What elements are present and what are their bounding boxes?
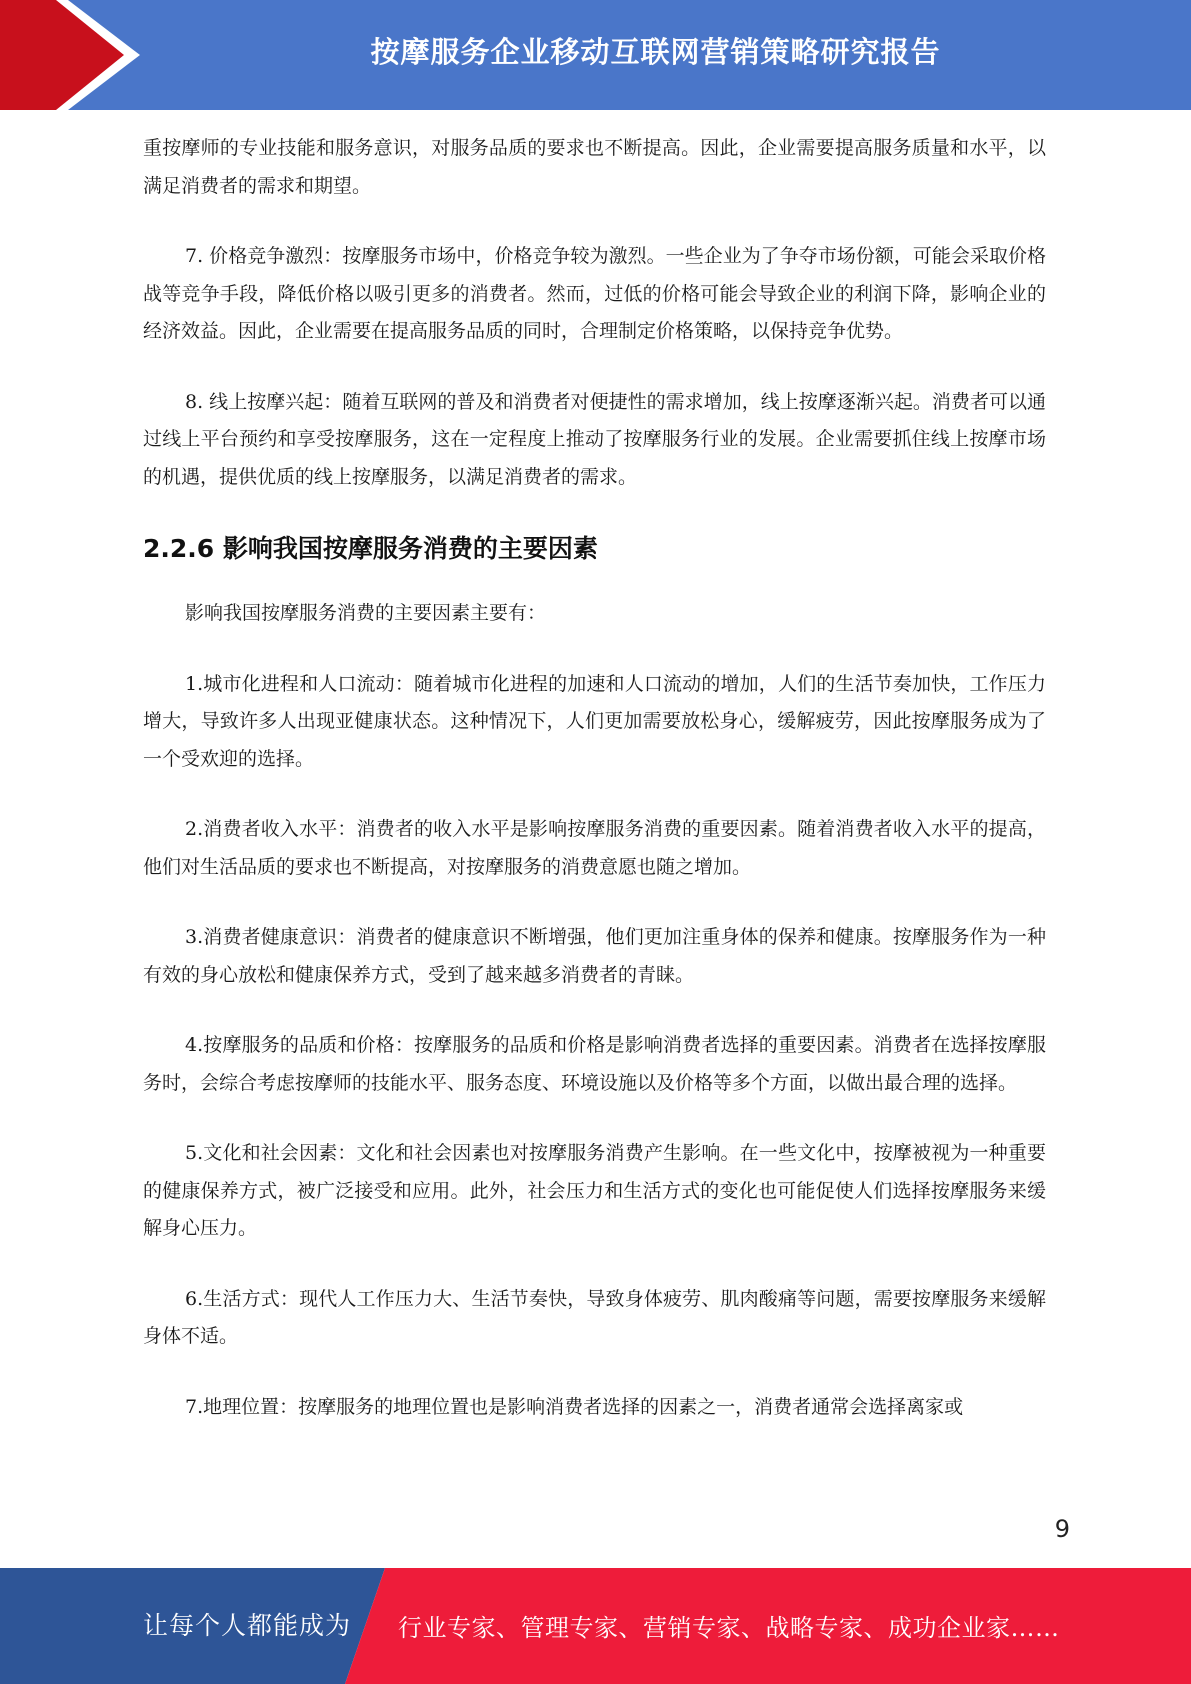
paragraph-factor-3: 3.消费者健康意识：消费者的健康意识不断增强，他们更加注重身体的保养和健康。按摩服务作为一种有效的身心放松和健康保养方式，受到了越来越多消费者的青睐。 [143,926,1046,986]
paragraph-online-massage: 8. 线上按摩兴起：随着互联网的普及和消费者对便捷性的需求增加，线上按摩逐渐兴起。消费者可以通过线上平台预约和享受按摩服务，这在一定程度上推动了按摩服务行业的发展。企业需要抓住线上按摩市场的机遇，提供优质的线上按摩服务，以满足消费者的需求。 [143,390,1046,488]
paragraph-factor-6: 6.生活方式：现代人工作压力大、生活节奏快，导致身体疲劳、肌肉酸痛等问题，需要按摩服务来缓解身体不适。 [143,1287,1046,1347]
paragraph-factor-7: 7.地理位置：按摩服务的地理位置也是影响消费者选择的因素之一，消费者通常会选择离家或 [185,1395,964,1418]
footer-slogan-left: 让每个人都能成为 [143,1611,352,1640]
paragraph-factor-2: 2.消费者收入水平：消费者的收入水平是影响按摩服务消费的重要因素。随着消费者收入水平的提高，他们对生活品质的要求也不断提高，对按摩服务的消费意愿也随之增加。 [143,818,1046,878]
paragraph-continuation: 重按摩师的专业技能和服务意识，对服务品质的要求也不断提高。因此，企业需要提高服务质量和水平，以满足消费者的需求和期望。 [143,137,1046,197]
header-red-arrow-decoration [0,0,150,110]
paragraph-factor-4: 4.按摩服务的品质和价格：按摩服务的品质和价格是影响消费者选择的重要因素。消费者在选择按摩服务时，会综合考虑按摩师的技能水平、服务态度、环境设施以及价格等多个方面，以做出最合理的选择。 [143,1034,1046,1094]
paragraph-price-competition: 7. 价格竞争激烈：按摩服务市场中，价格竞争较为激烈。一些企业为了争夺市场份额，可能会采取价格战等竞争手段，降低价格以吸引更多的消费者。然而，过低的价格可能会导致企业的利润下降，影响企业的经济效益。因此，企业需要在提高服务品质的同时，合理制定价格策略，以保持竞争优势。 [143,245,1046,342]
report-title: 按摩服务企业移动互联网营销策略研究报告 [370,35,941,69]
page-content [143,130,1046,1459]
page-number: 9 [1054,1515,1070,1543]
paragraph-factor-5: 5.文化和社会因素：文化和社会因素也对按摩服务消费产生影响。在一些文化中，按摩被视为一种重要的健康保养方式，被广泛接受和应用。此外，社会压力和生活方式的变化也可能促使人们选择按摩服务来缓解身心压力。 [143,1142,1046,1239]
page-footer [0,1568,1191,1684]
page-header [0,0,1191,110]
paragraph-factor-1: 1.城市化进程和人口流动：随着城市化进程的加速和人口流动的增加，人们的生活节奏加快，工作压力增大，导致许多人出现亚健康状态。这种情况下，人们更加需要放松身心，缓解疲劳，因此按摩服务成为了一个受欢迎的选择。 [143,672,1046,770]
section-heading: 2.2.6 影响我国按摩服务消费的主要因素 [143,534,598,563]
footer-slogan-right: 行业专家、管理专家、营销专家、战略专家、成功企业家…… [398,1614,1060,1642]
paragraph-intro: 影响我国按摩服务消费的主要因素主要有： [185,602,547,624]
